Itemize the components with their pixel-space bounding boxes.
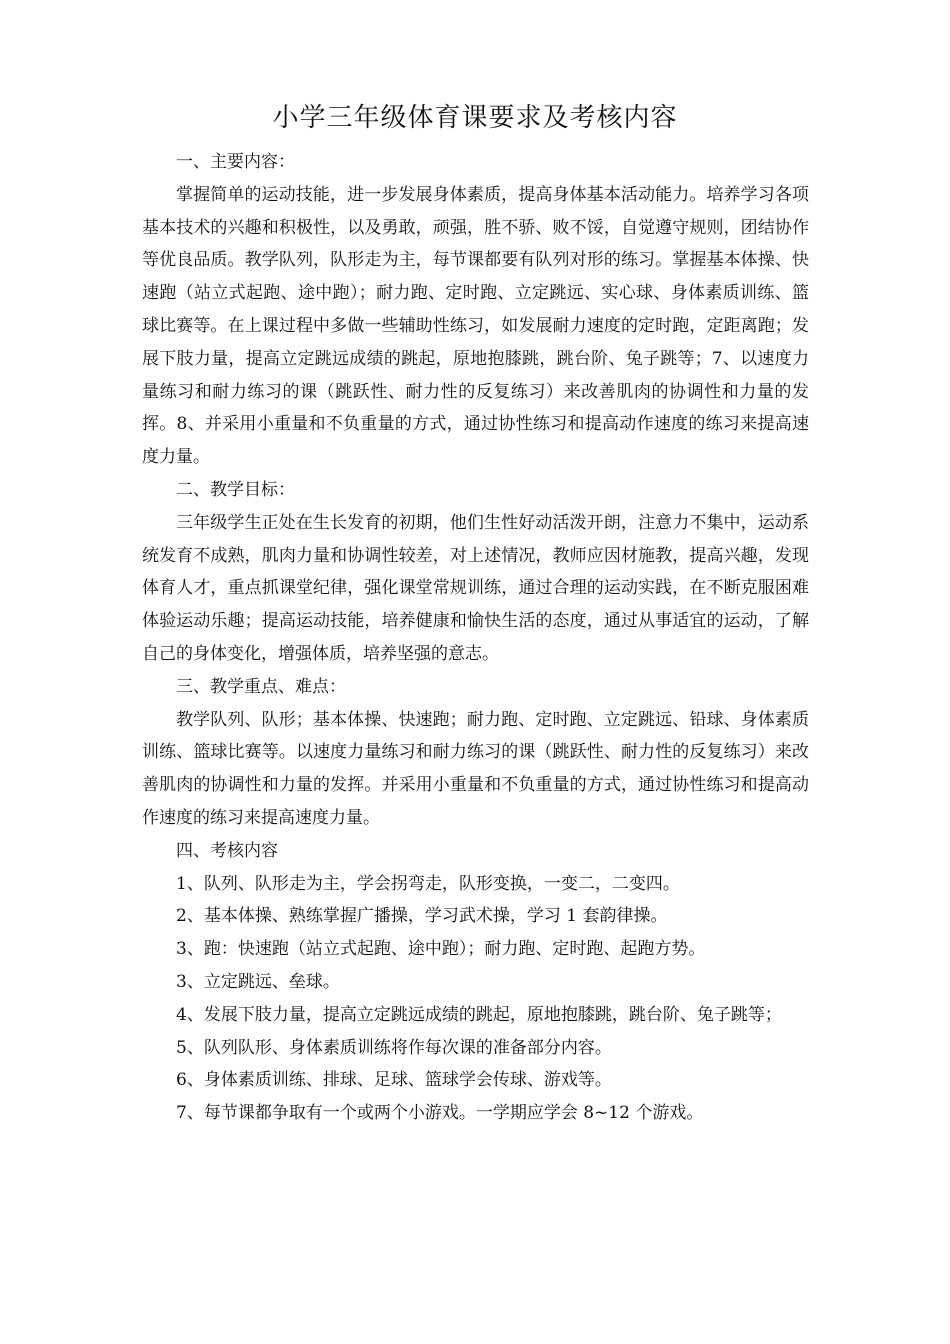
section-heading-assessment: 四、考核内容	[176, 840, 278, 861]
document-body	[142, 146, 809, 1130]
assessment-item: 6、身体素质训练、排球、足球、篮球学会传球、游戏等。	[176, 1070, 612, 1091]
assessment-item: 3、立定跳远、垒球。	[176, 971, 340, 992]
assessment-item: 2、基本体操、熟练掌握广播操，学习武术操，学习 1 套韵律操。	[176, 906, 668, 927]
assessment-item: 4、发展下肢力量，提高立定跳远成绩的跳起，原地抱膝跳，跳台阶、兔子跳等；	[176, 1004, 782, 1025]
paragraph-main-content: 掌握简单的运动技能，进一步发展身体素质，提高身体基本活动能力。培养学习各项基本技术的兴趣和积极性，以及勇敢，顽强，胜不骄、败不馁，自觉遵守规则，团结协作等优良品质。教学队列，队形走为主，每节课都要有队列对形的练习。掌握基本体操、快速跑（站立式起跑、途中跑）；耐力跑、定时跑、立定跳远、实心球、身体素质训练、篮球比赛等。在上课过程中多做一些辅助性练习，如发展耐力速度的定时跑，定距离跑；发展下肢力量，提高立定跳远成绩的跳起，原地抱膝跳，跳台阶、兔子跳等；7、以速度力量练习和耐力练习的课（跳跃性、耐力性的反复练习）来改善肌肉的协调性和力量的发挥。8、并采用小重量和不负重量的方式，通过协性练习和提高动作速度的练习来提高速度力量。	[142, 184, 809, 468]
document-title: 小学三年级体育课要求及考核内容	[272, 103, 678, 133]
paragraph-key-points: 教学队列、队形；基本体操、快速跑；耐力跑、定时跑、立定跳远、铅球、身体素质训练、篮球比赛等。以速度力量练习和耐力练习的课（跳跃性、耐力性的反复练习）来改善肌肉的协调性和力量的发挥。并采用小重量和不负重量的方式，通过协性练习和提高动作速度的练习来提高速度力量。	[142, 709, 809, 828]
section-heading-key-points: 三、教学重点、难点：	[176, 676, 346, 697]
section-heading-main-content: 一、主要内容：	[176, 152, 295, 172]
assessment-item: 3、跑：快速跑（站立式起跑、途中跑）；耐力跑、定时跑、起跑方势。	[176, 939, 706, 960]
paragraph-teaching-goals: 三年级学生正处在生长发育的初期，他们生性好动活泼开朗，注意力不集中，运动系统发育不成熟，肌肉力量和协调性较差，对上述情况，教师应因材施教，提高兴趣，发现体育人才，重点抓课堂纪律，强化课堂常规训练，通过合理的运动实践，在不断克服困难体验运动乐趣；提高运动技能，培养健康和愉快生活的态度，通过从事适宜的运动，了解自己的身体变化，增强体质，培养坚强的意志。	[142, 512, 809, 664]
assessment-item: 1、队列、队形走为主，学会拐弯走，队形变换，一变二，二变四。	[176, 873, 680, 894]
section-heading-teaching-goals: 二、教学目标：	[176, 479, 295, 500]
assessment-item: 7、每节课都争取有一个或两个小游戏。一学期应学会 8~12 个游戏。	[176, 1103, 704, 1124]
assessment-item: 5、队列队形、身体素质训练将作每次课的准备部分内容。	[176, 1037, 612, 1058]
